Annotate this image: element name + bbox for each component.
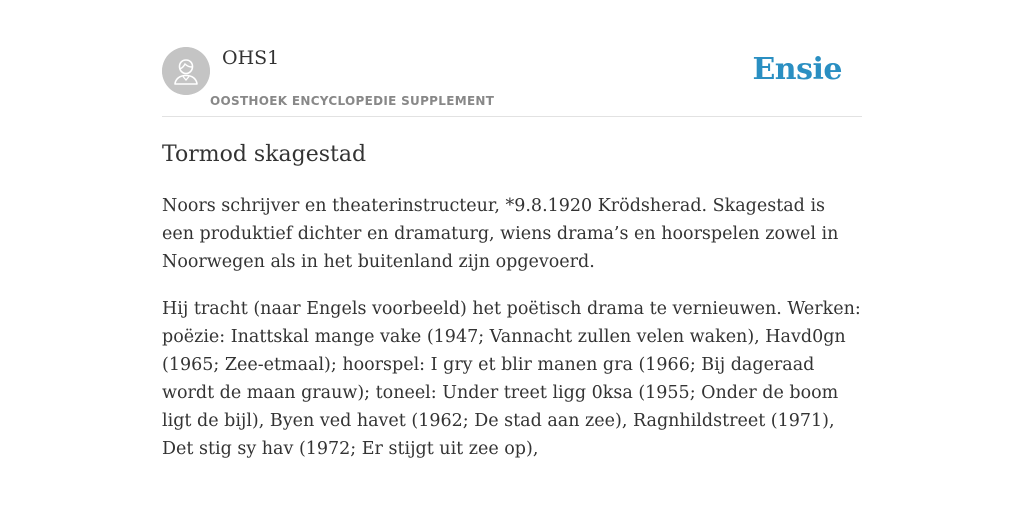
author-name[interactable]: OHS1 [222,47,280,69]
page-title: Tormod skagestad [162,142,367,167]
article-paragraph: Noors schrijver en theaterinstructeur, *9.8.1920 Krödsherad. Skagestad is een produktief dichter en dramaturg, wiens drama’s en hoorspelen zowel in Noorwegen als in het buitenland zijn opgevoerd. [162,196,839,272]
brand-logo[interactable]: Ensie [752,52,842,87]
avatar[interactable] [162,47,210,95]
source-label[interactable]: OOSTHOEK ENCYCLOPEDIE SUPPLEMENT [210,94,495,108]
article-body [162,192,862,482]
header [162,46,862,117]
article-paragraph: Hij tracht (naar Engels voorbeeld) het poëtisch drama te vernieuwen. Werken: poëzie: Inattskal mange vake (1947; Vannacht zullen velen waken), Havd0gn (1965; Zee-etmaal); hoorspel: I gry et blir manen gra (1966; Bij dageraad wordt de maan grauw); toneel: Under treet ligg 0ksa (1955; Onder de boom ligt de bijl), Byen ved havet (1962; De stad aan zee), Ragnhildstreet (1971), Det stig sy hav (1972; Er stijgt uit zee op), [162,299,861,459]
user-silhouette-icon [162,47,210,95]
